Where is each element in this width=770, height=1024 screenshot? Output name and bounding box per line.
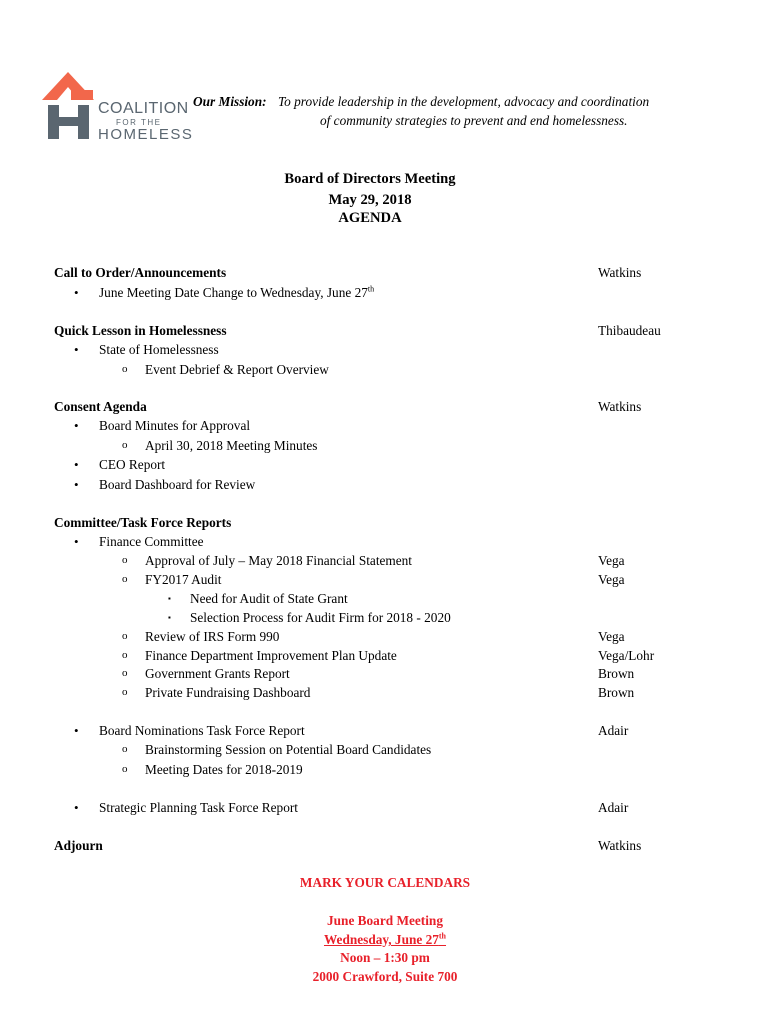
circle-bullet-icon: o	[122, 686, 128, 698]
agenda-item	[0, 418, 770, 437]
circle-bullet-icon: o	[122, 649, 128, 661]
agenda-item	[0, 591, 770, 610]
presenter-name: Thibaudeau	[598, 323, 661, 338]
presenter-name: Vega/Lohr	[598, 648, 655, 663]
agenda-item	[0, 685, 770, 704]
meeting-title: Board of Directors Meeting	[284, 171, 456, 187]
bullet-icon: •	[74, 477, 79, 492]
agenda-item-text: Strategic Planning Task Force Report	[99, 800, 298, 815]
agenda-heading: AGENDA	[338, 210, 402, 226]
agenda-item	[0, 800, 770, 819]
square-bullet-icon: ▪	[168, 613, 171, 622]
circle-bullet-icon: o	[122, 573, 128, 585]
agenda-item-text: June Meeting Date Change to Wednesday, June 27th	[99, 284, 375, 300]
agenda-section-title: Consent Agenda	[54, 399, 147, 414]
presenter-name: Watkins	[598, 265, 642, 280]
presenter-name: Vega	[598, 629, 625, 644]
agenda-item-text: Finance Committee	[99, 534, 204, 549]
agenda-item	[0, 534, 770, 553]
mission-label: Our Mission:	[193, 94, 267, 109]
logo-chimney	[71, 90, 93, 100]
agenda-item	[0, 648, 770, 667]
bullet-icon: •	[74, 285, 79, 300]
agenda-section	[0, 399, 770, 418]
agenda-item	[0, 742, 770, 761]
agenda-section-title: Quick Lesson in Homelessness	[54, 323, 227, 338]
presenter-name: Watkins	[598, 399, 642, 414]
agenda-item	[0, 723, 770, 742]
bullet-icon: •	[74, 342, 79, 357]
agenda-item	[0, 762, 770, 781]
agenda-item	[0, 285, 770, 304]
bullet-icon: •	[74, 534, 79, 549]
mission-line-1: To provide leadership in the development, advocacy and coordination	[278, 94, 650, 109]
circle-bullet-icon: o	[122, 630, 128, 642]
calendar-date	[0, 932, 770, 948]
agenda-item	[0, 610, 770, 629]
agenda-item-text: Selection Process for Audit Firm for 2018 - 2020	[190, 610, 451, 625]
circle-bullet-icon: o	[122, 763, 128, 775]
circle-bullet-icon: o	[122, 554, 128, 566]
agenda-item	[0, 477, 770, 496]
logo-h-crossbar	[48, 117, 89, 126]
calendar-date-text: Wednesday, June 27	[323, 932, 439, 947]
calendar-date-suffix: th	[438, 931, 447, 941]
mission-line-2: of community strategies to prevent and end homelessness.	[320, 113, 628, 128]
agenda-section-title: Committee/Task Force Reports	[54, 515, 232, 530]
bullet-icon: •	[74, 723, 79, 738]
ordinal-suffix: th	[367, 284, 375, 294]
logo-text-for-the: FOR THE	[116, 118, 162, 127]
agenda-item	[0, 438, 770, 457]
agenda-item-text: Board Minutes for Approval	[99, 418, 251, 433]
presenter-name: Adair	[598, 723, 629, 738]
circle-bullet-icon: o	[122, 363, 128, 375]
agenda-item-text: Event Debrief & Report Overview	[145, 362, 329, 377]
agenda-item-text: CEO Report	[99, 457, 166, 472]
circle-bullet-icon: o	[122, 743, 128, 755]
presenter-name: Vega	[598, 572, 625, 587]
agenda-item-text: Government Grants Report	[145, 666, 290, 681]
agenda-item	[0, 666, 770, 685]
presenter-name: Brown	[598, 666, 635, 681]
agenda-item	[0, 457, 770, 476]
circle-bullet-icon: o	[122, 439, 128, 451]
agenda-item	[0, 362, 770, 381]
agenda-item-text: Board Nominations Task Force Report	[99, 723, 305, 738]
calendar-time: Noon – 1:30 pm	[340, 950, 430, 965]
bullet-icon: •	[74, 418, 79, 433]
agenda-item-text: Board Dashboard for Review	[99, 477, 256, 492]
calendar-event: June Board Meeting	[327, 913, 443, 928]
agenda-item	[0, 629, 770, 648]
agenda-item-text: Meeting Dates for 2018-2019	[145, 762, 303, 777]
agenda-item-text: FY2017 Audit	[145, 572, 222, 587]
agenda-item-text: April 30, 2018 Meeting Minutes	[145, 438, 318, 453]
agenda-item-text: Need for Audit of State Grant	[190, 591, 348, 606]
agenda-item-text: Review of IRS Form 990	[145, 629, 280, 644]
presenter-name: Watkins	[598, 838, 642, 853]
logo-text-coalition: COALITION	[98, 100, 189, 117]
calendar-location: 2000 Crawford, Suite 700	[312, 969, 458, 984]
agenda-item-text: Finance Department Improvement Plan Update	[145, 648, 397, 663]
presenter-name: Vega	[598, 553, 625, 568]
meeting-date: May 29, 2018	[328, 192, 412, 208]
agenda-item-text: Private Fundraising Dashboard	[145, 685, 311, 700]
agenda-section	[0, 265, 770, 284]
agenda-item	[0, 342, 770, 361]
agenda-section-title: Call to Order/Announcements	[54, 265, 227, 280]
agenda-item-text: State of Homelessness	[99, 342, 219, 357]
agenda-item-text: Approval of July – May 2018 Financial Statement	[145, 553, 413, 568]
agenda-section	[0, 838, 770, 857]
bullet-icon: •	[74, 457, 79, 472]
calendar-heading: MARK YOUR CALENDARS	[299, 875, 471, 890]
agenda-item	[0, 572, 770, 591]
square-bullet-icon: ▪	[168, 594, 171, 603]
agenda-section	[0, 323, 770, 342]
bullet-icon: •	[74, 800, 79, 815]
agenda-item	[0, 553, 770, 572]
agenda-section-title: Adjourn	[54, 838, 103, 853]
coalition-logo	[42, 72, 192, 142]
logo-text-homeless: HOMELESS	[98, 126, 194, 143]
agenda-section	[0, 515, 770, 534]
agenda-item-text: Brainstorming Session on Potential Board Candidates	[145, 742, 432, 757]
presenter-name: Adair	[598, 800, 629, 815]
circle-bullet-icon: o	[122, 667, 128, 679]
presenter-name: Brown	[598, 685, 635, 700]
